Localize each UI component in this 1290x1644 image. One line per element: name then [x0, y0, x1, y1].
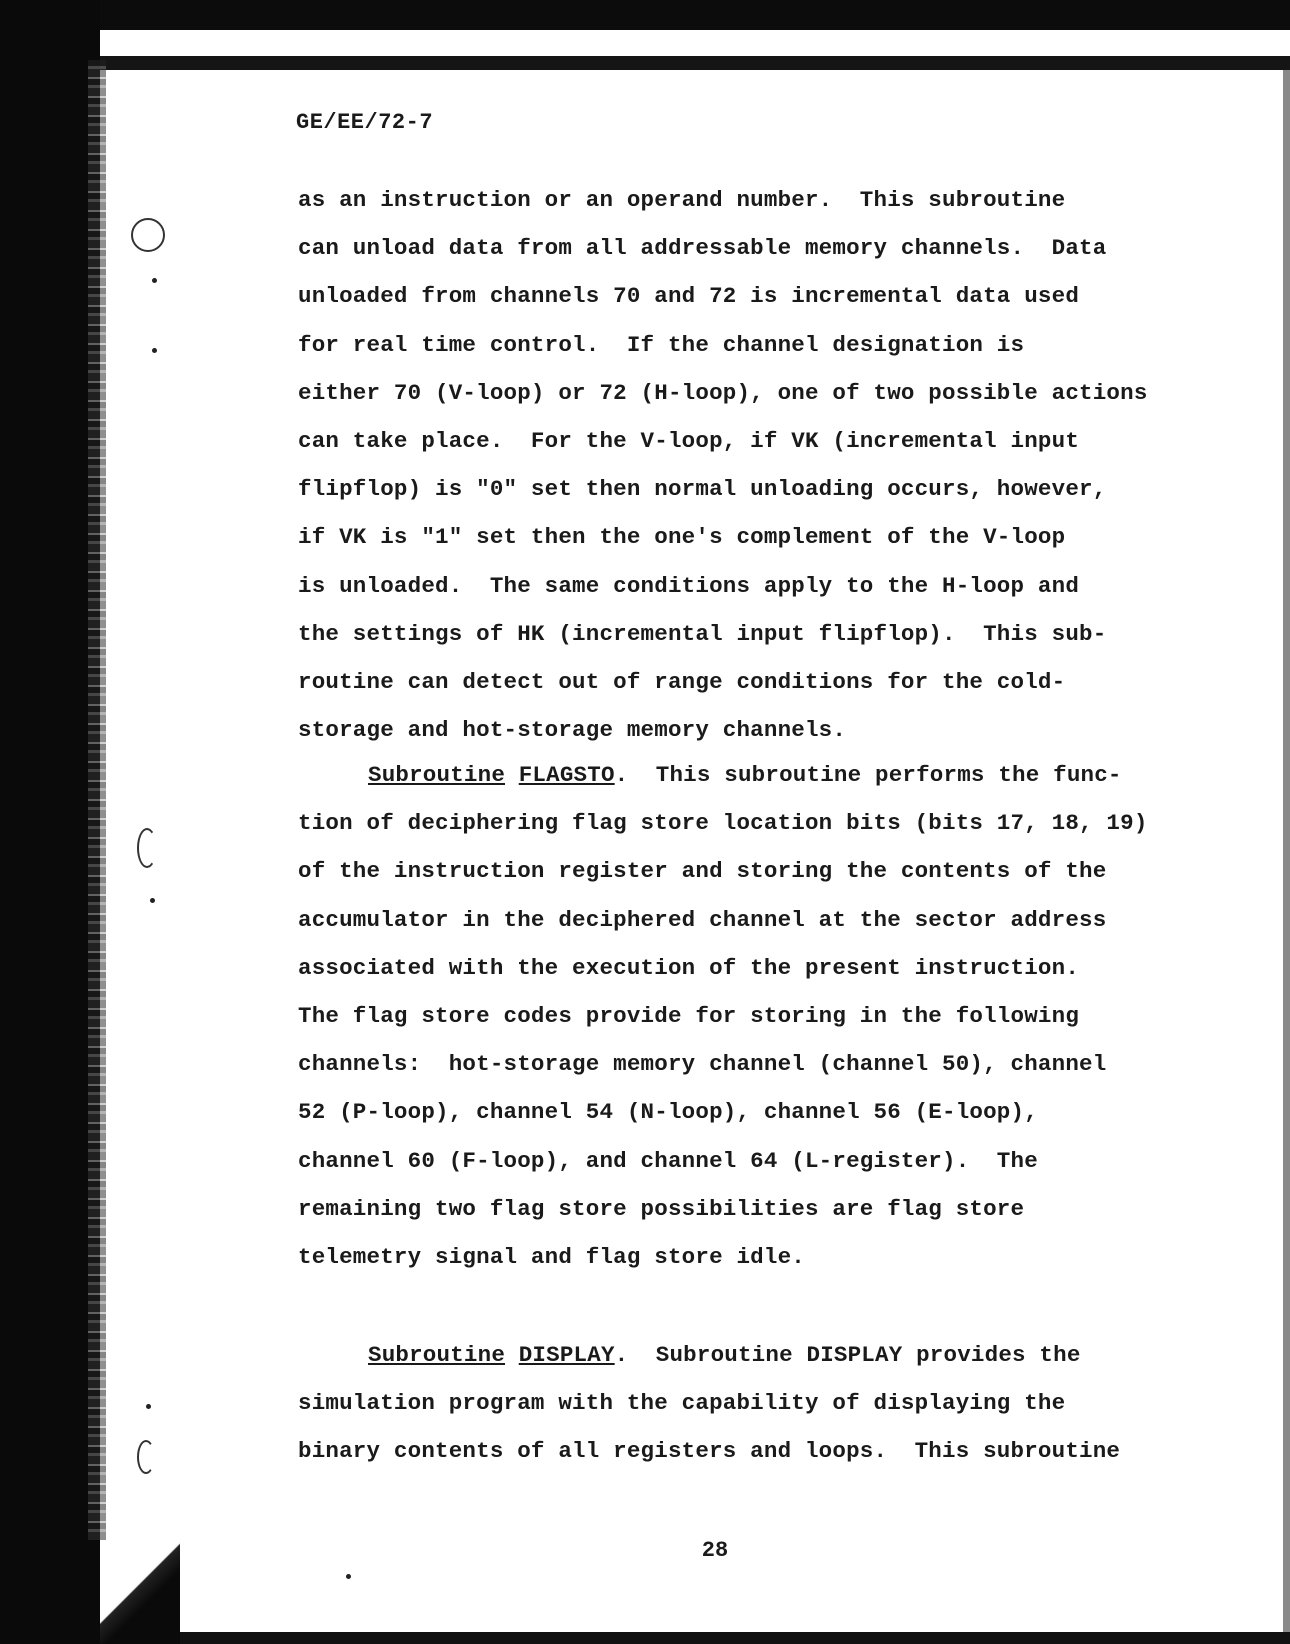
text-line: routine can detect out of range conditions for the cold- — [298, 668, 1066, 695]
text-line: unloaded from channels 70 and 72 is incremental data used — [298, 283, 1080, 310]
scan-bottom-edge — [100, 1632, 1290, 1644]
subroutine-label: Subroutine — [368, 1342, 506, 1368]
text-line: simulation program with the capability of displaying the — [298, 1390, 1066, 1417]
text-line: of the instruction register and storing the contents of the — [298, 858, 1107, 885]
text-line: is unloaded. The same conditions apply to the H-loop and — [298, 572, 1080, 599]
scan-speck — [146, 1404, 151, 1409]
scan-speck — [150, 898, 155, 903]
text-line: telemetry signal and flag store idle. — [298, 1243, 805, 1270]
text-line: remaining two flag store possibilities are flag store — [298, 1195, 1025, 1222]
subroutine-name: DISPLAY — [518, 1342, 615, 1368]
text-line: flipflop) is "0" set then normal unloading occurs, however, — [298, 476, 1107, 503]
scan-speck — [152, 348, 157, 353]
page-number: 28 — [701, 1538, 729, 1563]
text-line: can unload data from all addressable memory channels. Data — [298, 235, 1107, 262]
paragraph-2 — [298, 751, 1178, 1281]
scan-left-edge — [0, 0, 100, 1644]
text-line: binary contents of all registers and loops. This subroutine — [298, 1438, 1121, 1465]
text-line: The flag store codes provide for storing in the following — [298, 1002, 1080, 1029]
text-line: associated with the execution of the present instruction. — [298, 954, 1080, 981]
subroutine-heading-line — [298, 1331, 1178, 1379]
text-line: accumulator in the deciphered channel at the sector address — [298, 906, 1107, 933]
scan-left-edge-fray — [88, 60, 106, 1540]
text-line: if VK is "1" set then the one's complement of the V-loop — [298, 524, 1066, 551]
scan-top-shadow — [100, 56, 1290, 70]
binder-hole — [137, 1440, 155, 1474]
text-line: as an instruction or an operand number. This subroutine — [298, 187, 1066, 213]
scan-right-edge — [1283, 70, 1290, 1632]
binder-hole — [137, 828, 157, 868]
scan-speck — [346, 1574, 351, 1579]
text-line: channels: hot-storage memory channel (channel 50), channel — [298, 1051, 1107, 1078]
document-code: GE/EE/72-7 — [296, 110, 434, 135]
text-line: either 70 (V-loop) or 72 (H-loop), one of two possible actions — [298, 379, 1148, 406]
text-line: 52 (P-loop), channel 54 (N-loop), channel 56 (E-loop), — [298, 1099, 1038, 1126]
text-line: for real time control. If the channel designation is — [298, 331, 1025, 358]
paragraph-3 — [298, 1331, 1178, 1476]
scan-top-edge — [0, 0, 1290, 30]
heading-rest: . This subroutine performs the func- — [614, 762, 1122, 788]
paragraph-1 — [298, 176, 1178, 754]
text-line: channel 60 (F-loop), and channel 64 (L-register). The — [298, 1147, 1038, 1174]
binder-hole — [131, 218, 165, 252]
subroutine-label: Subroutine — [368, 762, 506, 788]
text-line: storage and hot-storage memory channels. — [298, 717, 847, 744]
text-line: tion of deciphering flag store location bits (bits 17, 18, 19) — [298, 810, 1148, 837]
text-line: can take place. For the V-loop, if VK (incremental input — [298, 427, 1080, 454]
subroutine-name: FLAGSTO — [518, 762, 615, 788]
text-line: the settings of HK (incremental input flipflop). This sub- — [298, 620, 1107, 647]
scan-speck — [152, 278, 157, 283]
heading-rest: . Subroutine DISPLAY provides the — [614, 1342, 1081, 1368]
subroutine-heading-line — [298, 751, 1178, 799]
